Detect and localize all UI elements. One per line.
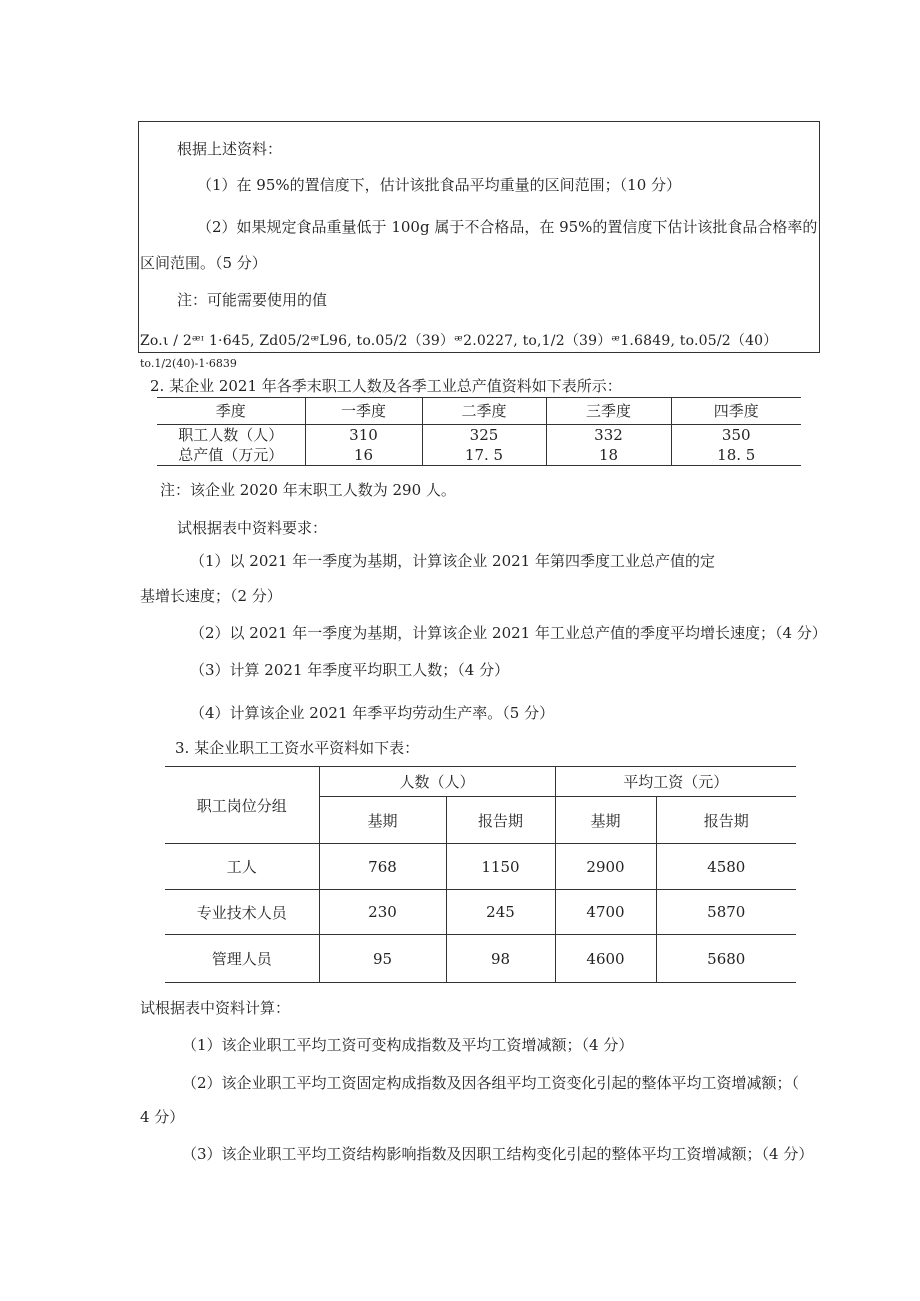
table-header-row (165, 767, 796, 797)
q3-item-2-cont: 4 分） (140, 1108, 185, 1126)
table-row (157, 445, 801, 466)
row-label: 工人 (165, 844, 319, 890)
q3-title: 3. 某企业职工工资水平资料如下表： (175, 739, 420, 757)
table-row (157, 425, 801, 446)
q2-item-4: （4）计算该企业 2021 年季平均劳动生产率。（5 分） (190, 704, 555, 722)
q2-title: 2. 某企业 2021 年各季末职工人数及各季工业总产值资料如下表所示： (150, 377, 622, 395)
table-cell: 4700 (555, 890, 656, 935)
group-header: 职工岗位分组 (165, 767, 319, 844)
table-cell: 310 (305, 425, 422, 446)
table-header-row (157, 398, 801, 425)
table-cell: 5680 (656, 935, 796, 983)
table-cell: 18. 5 (671, 445, 801, 466)
formula-tail: to.1/2(40)-1·6839 (140, 357, 237, 370)
table-cell: 332 (546, 425, 671, 446)
table-cell: 18 (546, 445, 671, 466)
table-header-cell: 三季度 (546, 398, 671, 425)
table-cell: 95 (319, 935, 446, 983)
table-cell: 98 (446, 935, 555, 983)
box-question-2-line1: （2）如果规定食品重量低于 100g 属于不合格品，在 95%的置信度下估计该批食品合格率的 (197, 218, 818, 236)
table-cell: 17. 5 (422, 445, 546, 466)
headcount-header: 人数（人） (319, 767, 555, 797)
table-row (165, 890, 796, 935)
table-cell: 768 (319, 844, 446, 890)
table-cell: 16 (305, 445, 422, 466)
table-cell: 2900 (555, 844, 656, 890)
subheader-cell: 报告期 (656, 797, 796, 844)
table-cell: 1150 (446, 844, 555, 890)
row-label: 总产值（万元） (157, 445, 305, 466)
row-label: 专业技术人员 (165, 890, 319, 935)
row-label: 职工人数（人） (178, 426, 284, 444)
subheader-cell: 基期 (319, 797, 446, 844)
q2-ask: 试根据表中资料要求： (177, 519, 328, 537)
quarterly-table (157, 397, 801, 466)
box-question-1: （1）在 95%的置信度下，估计该批食品平均重量的区间范围；（10 分） (197, 176, 682, 194)
table-cell: 4580 (656, 844, 796, 890)
box-formula: Zo.ι / 2ᵆᶦ 1·645, Zd05/2ᵆL96, to.05/2（39）ᵆ2.0227, to,1/2（39）ᵆ1.6849, to.05/2（40） (140, 333, 778, 349)
q3-item-1: （1）该企业职工平均工资可变构成指数及平均工资增减额；（4 分） (182, 1036, 634, 1054)
box-intro: 根据上述资料： (177, 140, 283, 158)
q3-item-3: （3）该企业职工平均工资结构影响指数及因职工结构变化引起的整体平均工资增减额；（4 分） (182, 1145, 814, 1163)
table-header-cell: 四季度 (671, 398, 801, 425)
q2-item-2: （2）以 2021 年一季度为基期，计算该企业 2021 年工业总产值的季度平均增长速度；（4 分） (190, 624, 827, 642)
table-cell: 5870 (656, 890, 796, 935)
table-cell: 325 (422, 425, 546, 446)
table-header-cell: 二季度 (422, 398, 546, 425)
table-row (165, 844, 796, 890)
table-cell: 350 (671, 425, 801, 446)
table-header-cell: 一季度 (305, 398, 422, 425)
table-cell: 245 (446, 890, 555, 935)
table-cell: 230 (319, 890, 446, 935)
q2-note: 注：该企业 2020 年末职工人数为 290 人。 (160, 481, 456, 499)
subheader-cell: 基期 (555, 797, 656, 844)
table-header-cell: 季度 (157, 398, 305, 425)
q2-item-1: （1）以 2021 年一季度为基期，计算该企业 2021 年第四季度工业总产值的定 (190, 552, 715, 570)
box-question-2-line2: 区间范围。（5 分） (140, 254, 267, 272)
q3-ask: 试根据表中资料计算： (140, 999, 291, 1017)
q2-item-3: （3）计算 2021 年季度平均职工人数；（4 分） (190, 661, 510, 679)
q3-item-2: （2）该企业职工平均工资固定构成指数及因各组平均工资变化引起的整体平均工资增减额；（ (182, 1074, 800, 1092)
row-label: 管理人员 (165, 935, 319, 983)
avg-wage-header: 平均工资（元） (555, 767, 796, 797)
q2-item-1-cont: 基增长速度；（2 分） (140, 587, 282, 605)
subheader-cell: 报告期 (446, 797, 555, 844)
table-row (165, 935, 796, 983)
wage-table (165, 766, 796, 983)
table-cell: 4600 (555, 935, 656, 983)
box-note: 注：可能需要使用的值 (177, 291, 328, 309)
